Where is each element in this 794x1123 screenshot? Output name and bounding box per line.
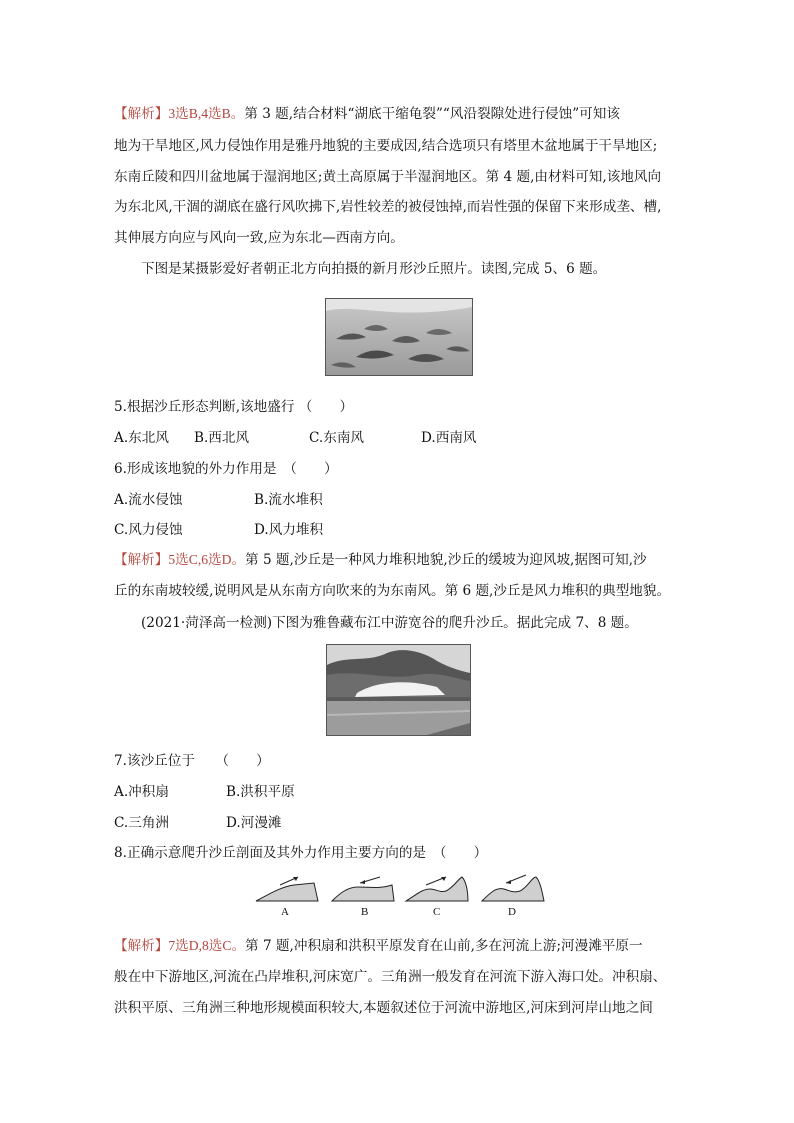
answer-7-8: 7选D,8选C。 xyxy=(168,938,246,953)
analysis-3-4-line-5: 其伸展方向应与风向一致,应为东北—西南方向。 xyxy=(114,230,404,246)
profile-label-d: D xyxy=(508,906,516,918)
analysis-3-4-line-2: 地为干旱地区,风力侵蚀作用是雅丹地貌的主要成因,结合选项只有塔里木盆地属于干旱地区; xyxy=(114,138,658,154)
profile-diagram-c[interactable] xyxy=(404,873,470,903)
answer-5-6: 5选C,6选D。 xyxy=(168,552,246,567)
analysis-7-8-line-3: 洪积平原、三角洲三种地形规模面积较大,本题叙述位于河流中游地区,河床到河岸山地之间 xyxy=(114,1000,653,1016)
analysis-7-8-line-2: 般在中下游地区,河流在凸岸堆积,河床宽广。三角洲一般发育在河流下游入海口处。冲积扇、 xyxy=(114,969,667,985)
profile-diagram-d[interactable] xyxy=(480,873,546,903)
q7-option-d[interactable]: D.河漫滩 xyxy=(226,815,282,831)
analysis-3-4-line-4: 为东北风,干涸的湖底在盛行风吹拂下,岩性较差的被侵蚀掉,而岩性强的保留下来形成垄、槽, xyxy=(114,199,662,215)
q5-option-d[interactable]: D.西南风 xyxy=(421,430,477,446)
climbing-dune-photo xyxy=(326,644,471,736)
intro-7-8: (2021·菏泽高一检测)下图为雅鲁藏布江中游宽谷的爬升沙丘。据此完成 7、8 题。 xyxy=(141,615,638,631)
analysis-5-6-line-2: 丘的东南坡较缓,说明风是从东南方向吹来的为东南风。第 6 题,沙丘是风力堆积的典型地貌。 xyxy=(114,583,671,599)
analysis-3-4-line-3: 东南丘陵和四川盆地属于湿润地区;黄土高原属于半湿润地区。第 4 题,由材料可知,该地风向 xyxy=(114,169,662,185)
q5-option-b[interactable]: B.西北风 xyxy=(194,430,250,446)
profile-label-c: C xyxy=(433,906,441,918)
q7-option-b[interactable]: B.洪积平原 xyxy=(226,784,295,800)
answer-3-4: 3选B,4选B。 xyxy=(168,106,245,121)
profile-label-a: A xyxy=(281,906,289,918)
q7-option-c[interactable]: C.三角洲 xyxy=(114,815,170,831)
analysis-tag: 【解析】 xyxy=(114,106,169,122)
climbing-dune-image xyxy=(327,645,470,735)
profile-diagram-a[interactable] xyxy=(254,873,320,903)
analysis-5-6-line-1: 【解析】5选C,6选D。第 5 题,沙丘是一种风力堆积地貌,沙丘的缓坡为迎风坡,据图可知,沙 xyxy=(114,552,647,568)
q6-option-d[interactable]: D.风力堆积 xyxy=(254,522,324,538)
question-7-stem: 7.该沙丘位于 （ ） xyxy=(114,753,270,769)
analysis-3-4-line-1: 【解析】3选B,4选B。第 3 题,结合材料“湖底干缩龟裂”“风沿裂隙处进行侵蚀”可知该 xyxy=(114,106,620,122)
question-6-stem: 6.形成该地貌的外力作用是 （ ） xyxy=(114,461,338,477)
q6-option-a[interactable]: A.流水侵蚀 xyxy=(114,492,183,508)
intro-5-6: 下图是某摄影爱好者朝正北方向拍摄的新月形沙丘照片。读图,完成 5、6 题。 xyxy=(141,261,607,277)
analysis-7-8-line-1: 【解析】7选D,8选C。第 7 题,冲积扇和洪积平原发育在山前,多在河流上游;河漫滩平原一 xyxy=(114,938,643,954)
q6-option-b[interactable]: B.流水堆积 xyxy=(254,492,323,508)
crescent-dune-image xyxy=(326,299,472,375)
profile-label-b: B xyxy=(361,906,369,918)
question-5-stem: 5.根据沙丘形态判断,该地盛行 （ ） xyxy=(114,399,354,415)
q6-option-c[interactable]: C.风力侵蚀 xyxy=(114,522,183,538)
crescent-dune-photo xyxy=(325,298,473,376)
question-8-stem: 8.正确示意爬升沙丘剖面及其外力作用主要方向的是 （ ） xyxy=(114,845,488,861)
q5-option-c[interactable]: C.东南风 xyxy=(309,430,365,446)
q5-option-a[interactable]: A.东北风 xyxy=(114,430,169,446)
q7-option-a[interactable]: A.冲积扇 xyxy=(114,784,169,800)
profile-diagram-b[interactable] xyxy=(330,873,396,903)
